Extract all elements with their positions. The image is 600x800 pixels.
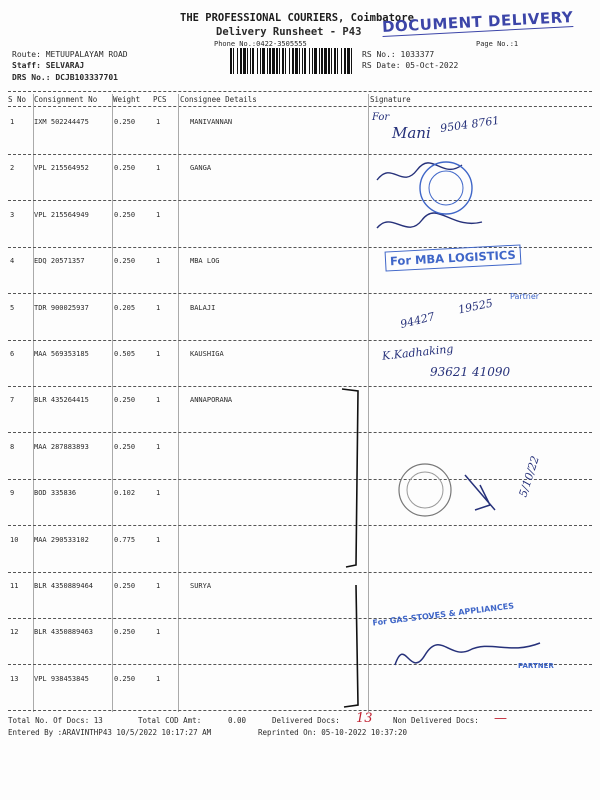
rs-number: RS No.: 1033377 <box>362 50 435 59</box>
row-consignment-no: MAA 287883893 <box>34 442 89 451</box>
signature-phone: 93621 41090 <box>430 365 511 379</box>
row-weight: 0.250 <box>114 257 136 266</box>
company-title: THE PROFESSIONAL COURIERS, Coimbatore <box>180 12 414 24</box>
bracket-mark <box>340 385 370 715</box>
barcode-bar <box>269 48 271 74</box>
row-consignment-no: BLR 435264415 <box>34 396 89 405</box>
barcode-bar <box>299 48 300 74</box>
barcode-bar <box>319 48 320 74</box>
barcode-bar <box>295 48 298 74</box>
total-docs: Total No. Of Docs: 13 <box>8 716 103 725</box>
runsheet-title: Delivery Runsheet - P43 <box>216 26 362 38</box>
row-divider <box>8 386 592 387</box>
row-sno: 5 <box>10 303 15 312</box>
row-sno: 12 <box>10 628 19 637</box>
row-weight: 0.250 <box>114 210 136 219</box>
signature-phone: 19525 <box>457 296 494 317</box>
row-divider <box>8 572 592 573</box>
col-header-pcs: PCS <box>153 95 167 104</box>
staff-label: Staff: SELVARAJ <box>12 61 85 70</box>
signature-phone: 9504 8761 <box>439 113 501 136</box>
row-divider <box>8 293 592 294</box>
row-sno: 6 <box>10 350 15 358</box>
row-consignment-no: EDQ 20571357 <box>34 257 85 266</box>
col-header-signature: Signature <box>370 95 411 104</box>
signature-phone: 94427 <box>398 309 437 332</box>
partner-label: Partner <box>510 292 540 301</box>
col-header-weight: Weight <box>113 95 141 104</box>
barcode-bar <box>304 48 306 74</box>
barcode-bar <box>302 48 303 74</box>
signature-name: K.Kadhaking <box>381 342 454 363</box>
row-weight: 0.250 <box>114 674 136 683</box>
barcode-bar <box>334 48 336 74</box>
row-consignment-no: TDR 900025937 <box>34 303 89 312</box>
mba-logistics-stamp: For MBA LOGISTICS <box>385 244 522 271</box>
barcode-bar <box>276 48 278 74</box>
row-pcs: 1 <box>156 628 161 637</box>
row-sno: 3 <box>10 210 15 219</box>
column-divider <box>112 94 113 712</box>
delivered-docs-label: Delivered Docs: <box>272 716 340 725</box>
document-delivery-stamp: DOCUMENT DELIVERY <box>381 8 574 36</box>
row-sno: 10 <box>10 535 19 544</box>
col-header-consignee: Consignee Details <box>180 95 257 104</box>
row-pcs: 1 <box>156 350 161 358</box>
row-consignment-no: MAA 290533102 <box>34 535 89 544</box>
row-pcs: 1 <box>156 535 161 544</box>
barcode-bar <box>312 48 313 74</box>
page-number: Page No.:1 <box>476 40 519 48</box>
barcode-bar <box>347 48 350 74</box>
row-weight: 0.775 <box>114 535 136 544</box>
row-consignee: KAUSHIGA <box>190 350 224 358</box>
gas-stoves-stamp: For GAS STOVES & APPLIANCES <box>371 601 515 628</box>
row-pcs: 1 <box>156 210 161 219</box>
row-consignment-no: MAA 569353185 <box>34 350 89 358</box>
barcode-bar <box>289 48 290 74</box>
barcode-bar <box>240 48 242 74</box>
signature-name: Mani <box>392 124 431 142</box>
column-divider <box>178 94 179 712</box>
barcode-bar <box>252 48 254 74</box>
barcode-bar <box>324 48 327 74</box>
barcode-bar <box>267 48 268 74</box>
signature-scribble <box>372 150 572 250</box>
row-weight: 0.250 <box>114 164 136 173</box>
barcode-bar <box>351 48 352 74</box>
barcode <box>230 48 356 74</box>
barcode-bar <box>314 48 317 74</box>
non-delivered-label: Non Delivered Docs: <box>393 716 479 725</box>
barcode-bar <box>233 48 234 74</box>
row-divider <box>8 525 592 526</box>
barcode-bar <box>237 48 238 74</box>
barcode-bar <box>230 48 232 74</box>
row-sno: 1 <box>10 118 15 126</box>
barcode-bar <box>292 48 294 74</box>
barcode-bar <box>247 48 248 74</box>
barcode-bar <box>309 48 310 74</box>
row-pcs: 1 <box>156 118 161 126</box>
row-pcs: 1 <box>156 442 161 451</box>
non-delivered-value: — <box>494 711 507 726</box>
row-sno: 13 <box>10 674 19 683</box>
row-consignment-no: BLR 4350889464 <box>34 582 94 590</box>
row-pcs: 1 <box>156 396 161 405</box>
barcode-bar <box>337 48 338 74</box>
row-divider <box>8 618 592 619</box>
phone-number: Phone No.:0422-3505555 <box>214 40 307 48</box>
barcode-bar <box>257 48 258 74</box>
delivered-docs-value: 13 <box>356 711 373 726</box>
barcode-bar <box>250 48 251 74</box>
row-sno: 2 <box>10 164 15 173</box>
row-weight: 0.250 <box>114 628 136 637</box>
header-bottom-rule <box>8 106 592 107</box>
row-consignee: MANIVANNAN <box>190 118 233 126</box>
row-sno: 8 <box>10 442 15 451</box>
row-pcs: 1 <box>156 582 161 590</box>
barcode-bar <box>282 48 284 74</box>
row-sno: 4 <box>10 257 15 266</box>
row-consignment-no: IXM 502244475 <box>34 118 89 126</box>
row-consignee: GANGA <box>190 164 212 173</box>
barcode-bar <box>344 48 346 74</box>
signature-for: For <box>372 112 390 123</box>
total-cod-value: 0.00 <box>228 716 247 725</box>
row-weight: 0.250 <box>114 582 136 590</box>
col-header-sno: S No <box>8 95 27 104</box>
header-top-rule <box>8 91 592 92</box>
row-weight: 0.102 <box>114 489 136 498</box>
barcode-bar <box>262 48 265 74</box>
barcode-bar <box>331 48 332 74</box>
row-consignment-no: BLR 4350889463 <box>34 628 94 637</box>
partner-label: PARTNER <box>518 662 554 670</box>
barcode-bar <box>260 48 261 74</box>
row-consignment-no: VPL 938453845 <box>34 674 89 683</box>
row-pcs: 1 <box>156 674 161 683</box>
barcode-bar <box>279 48 280 74</box>
reprinted-on: Reprinted On: 05-10-2022 10:37:20 <box>258 728 408 737</box>
row-consignee: SURYA <box>190 582 212 590</box>
total-cod-label: Total COD Amt: <box>138 716 202 725</box>
row-consignee: BALAJI <box>190 303 216 312</box>
route-label: Route: METUUPALAYAM ROAD <box>12 50 128 59</box>
barcode-bar <box>328 48 330 74</box>
barcode-bar <box>321 48 323 74</box>
row-consignee: MBA LOG <box>190 257 220 266</box>
row-consignment-no: BOD 335836 <box>34 489 77 498</box>
rs-date: RS Date: 05-Oct-2022 <box>362 61 459 70</box>
row-weight: 0.205 <box>114 303 136 312</box>
row-sno: 11 <box>10 582 19 590</box>
row-sno: 9 <box>10 489 15 498</box>
row-consignment-no: VPL 215564952 <box>34 164 89 173</box>
row-pcs: 1 <box>156 164 161 173</box>
row-pcs: 1 <box>156 257 161 266</box>
barcode-bar <box>243 48 246 74</box>
row-pcs: 1 <box>156 303 161 312</box>
row-weight: 0.505 <box>114 350 136 358</box>
row-weight: 0.250 <box>114 118 136 126</box>
row-divider <box>8 340 592 341</box>
barcode-bar <box>272 48 275 74</box>
drs-label: DRS No.: DCJB103337701 <box>12 73 118 82</box>
row-weight: 0.250 <box>114 396 136 405</box>
col-header-consignment: Consignment No <box>34 95 98 104</box>
row-sno: 7 <box>10 396 15 405</box>
signature-date: 5/10/22 <box>516 454 542 499</box>
barcode-bar <box>341 48 342 74</box>
row-consignment-no: VPL 215564949 <box>34 210 89 219</box>
entered-by: Entered By :ARAVINTHP43 10/5/2022 10:17:27 AM <box>8 728 212 737</box>
row-weight: 0.250 <box>114 442 136 451</box>
row-pcs: 1 <box>156 489 161 498</box>
row-divider <box>8 432 592 433</box>
barcode-bar <box>285 48 286 74</box>
signature-scribble <box>390 625 570 685</box>
row-consignee: ANNAPORANA <box>190 396 233 405</box>
